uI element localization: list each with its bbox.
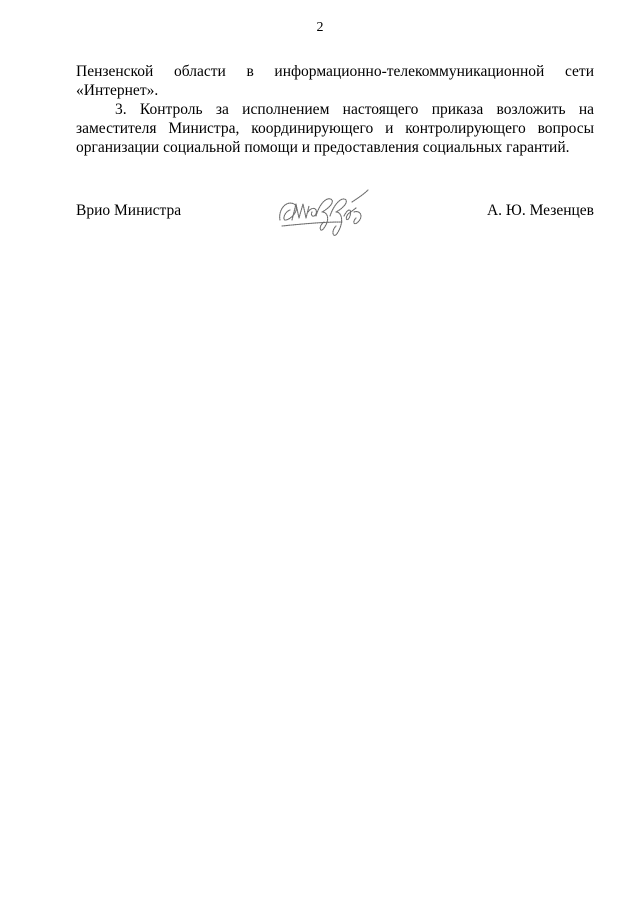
- word: Министра,: [168, 120, 240, 137]
- word: вопросы: [537, 120, 594, 137]
- word: в: [246, 63, 254, 80]
- word: за: [215, 101, 229, 118]
- word: сети: [564, 63, 594, 80]
- signature-block: [76, 200, 594, 260]
- word: настоящего: [342, 101, 419, 118]
- word: и: [385, 120, 394, 137]
- paragraph-2-line-2: [76, 119, 594, 138]
- word: информационно-телекоммуникационной: [274, 63, 545, 80]
- word: приказа: [431, 101, 484, 118]
- paragraph-2-line-3: организации социальной помощи и предоставления социальных гарантий.: [76, 139, 570, 156]
- signatory-position: Врио Министра: [76, 202, 182, 219]
- page-number: 2: [316, 20, 324, 35]
- word: 3.: [115, 101, 127, 118]
- paragraph-1-line-1: [76, 62, 594, 81]
- signatory-name: А. Ю. Мезенцев: [486, 202, 594, 219]
- document-body: [76, 62, 594, 157]
- word: на: [578, 101, 594, 118]
- paragraph-1-line-2: «Интернет».: [76, 82, 159, 99]
- word: контролирующего: [405, 120, 526, 137]
- word: Контроль: [139, 101, 203, 118]
- word: Пензенской: [76, 63, 154, 80]
- paragraph-2-line-1: [76, 100, 594, 119]
- word: возложить: [496, 101, 566, 118]
- word: исполнением: [242, 101, 330, 118]
- word: координирующего: [251, 120, 374, 137]
- word: области: [173, 63, 226, 80]
- handwritten-signature: [272, 182, 372, 252]
- word: заместителя: [76, 120, 157, 137]
